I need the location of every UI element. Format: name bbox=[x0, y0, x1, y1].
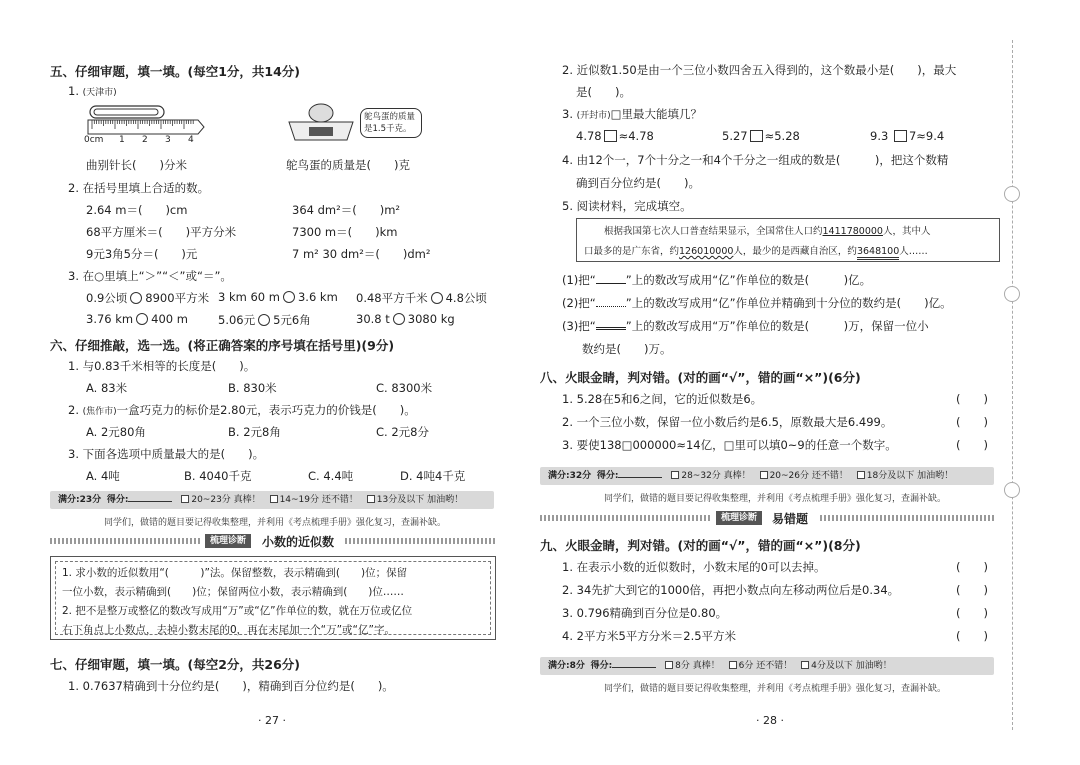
r-q2-line2: 是( )。 bbox=[576, 85, 631, 99]
r-q3: 3. (开封市)□里最大能填几？ bbox=[562, 107, 703, 121]
score-bar: 满分:8分 得分: 8分 真棒！ 6分 还不错！ 4分及以下 加油哟！ bbox=[540, 657, 994, 675]
q2-r3-a: 9元3角5分＝( )元 bbox=[86, 247, 198, 261]
judge-paren[interactable]: ( ) bbox=[956, 560, 988, 574]
judge-paren[interactable]: ( ) bbox=[956, 606, 988, 620]
q1-answer-b: 鸵鸟蛋的质量是( )克 bbox=[286, 158, 410, 172]
knowledge-line-3: 2. 把不是整万或整亿的数改写成用“万”或“亿”作单位的数，就在万位或亿位 bbox=[62, 605, 413, 617]
page-number: · 28 · bbox=[756, 714, 784, 727]
q2-r3-b: 7 m² 30 dm²＝( )dm² bbox=[292, 247, 431, 261]
section8-title: 八、火眼金睛，判对错。(对的画“√”，错的画“×”)(6分) bbox=[540, 370, 861, 385]
compare-4: 3.76 km 400 m bbox=[86, 312, 188, 326]
s6-q3: 3. 下面各选项中质量最大的是( )。 bbox=[68, 447, 265, 461]
r-sub3-line2: 数约是( )万。 bbox=[582, 342, 672, 356]
s7-q1: 1. 0.7637精确到十分位约是( )，精确到百分位约是( )。 bbox=[68, 679, 394, 693]
score-blank[interactable] bbox=[612, 658, 656, 668]
review-note: 同学们，做错的题目要记得收集整理，并利用《考点梳理手册》强化复习，查漏补缺。 bbox=[604, 684, 947, 694]
ruler-label-0: 0cm bbox=[84, 135, 104, 145]
scale-figure bbox=[283, 100, 359, 142]
s6-q1-opt-a[interactable]: A. 83米 bbox=[86, 381, 128, 395]
hatch-divider bbox=[820, 515, 994, 521]
judge-paren[interactable]: ( ) bbox=[956, 415, 988, 429]
binding-hole bbox=[1004, 482, 1020, 498]
r-q3-item-1: 4.78 ≈4.78 bbox=[576, 129, 654, 143]
ostrich-egg bbox=[309, 104, 333, 122]
reading-line-2: 口最多的是广东省，约126010000人，最少的是西藏自治区，约3648100人…… bbox=[584, 243, 928, 257]
q1-number: 1. (天津市) bbox=[68, 84, 117, 98]
binding-line bbox=[1012, 40, 1013, 730]
q2-r2-a: 68平方厘米＝( )平方分米 bbox=[86, 225, 237, 239]
scale-speech-bubble: 鸵鸟蛋的质量是1.5千克。 bbox=[360, 108, 422, 138]
review-note: 同学们，做错的题目要记得收集整理，并利用《考点梳理手册》强化复习，查漏补缺。 bbox=[604, 494, 947, 504]
compare-1: 0.9公顷 8900平方米 bbox=[86, 291, 210, 305]
knowledge-line-4: 右下角点上小数点，去掉小数末尾的0，再在末尾加一个“万”或“亿”字。 bbox=[62, 624, 395, 636]
ruler-label-3: 3 bbox=[165, 135, 171, 145]
page-number: · 27 · bbox=[258, 714, 286, 727]
compare-circle[interactable] bbox=[431, 292, 443, 304]
q2-r1-b: 364 dm²＝( )m² bbox=[292, 203, 401, 217]
r-q2-line1: 2. 近似数1.50是由一个三位小数四舍五入得到的，这个数最小是( )，最大 bbox=[562, 63, 957, 77]
s6-q2: 2. (焦作市)一盒巧克力的标价是2.80元，表示巧克力的价钱是( )。 bbox=[68, 403, 416, 417]
binding-hole bbox=[1004, 186, 1020, 202]
judge-paren[interactable]: ( ) bbox=[956, 583, 988, 597]
hatch-divider bbox=[540, 515, 710, 521]
s9-item-1: 1. 在表示小数的近似数时，小数末尾的0可以去掉。 bbox=[562, 560, 826, 574]
q3-text: 3. 在○里填上“＞”“＜”或“＝”。 bbox=[68, 269, 232, 283]
compare-circle[interactable] bbox=[393, 313, 405, 325]
ruler-label-1: 1 bbox=[119, 135, 125, 145]
fill-box[interactable] bbox=[750, 130, 763, 142]
score-bar: 满分:32分 得分: 28~32分 真棒！ 20~26分 还不错！ 18分及以下 加油哟！ bbox=[540, 467, 994, 485]
compare-circle[interactable] bbox=[130, 292, 142, 304]
s9-item-4: 4. 2平方米5平方分米＝2.5平方米 bbox=[562, 629, 737, 643]
s6-q3-opt-a[interactable]: A. 4吨 bbox=[86, 469, 120, 483]
s6-q1-opt-b[interactable]: B. 830米 bbox=[228, 381, 277, 395]
compare-2: 3 km 60 m 3.6 km bbox=[218, 290, 338, 304]
knowledge-line-2: 一位小数，表示精确到( )位；保留两位小数，表示精确到( )位…… bbox=[62, 586, 404, 598]
r-sub1: (1)把“ ”上的数改写成用“亿”作单位的数是( )亿。 bbox=[562, 273, 872, 287]
compare-6: 30.8 t 3080 kg bbox=[356, 312, 455, 326]
paper-clip bbox=[90, 106, 164, 118]
compare-3: 0.48平方千米 4.8公顷 bbox=[356, 291, 487, 305]
diagnosis-title: 小数的近似数 bbox=[262, 535, 335, 549]
ruler-label-4: 4 bbox=[188, 135, 194, 145]
compare-circle[interactable] bbox=[258, 314, 270, 326]
r-q4-line1: 4. 由12个一，7个十分之一和4个千分之一组成的数是( )，把这个数精 bbox=[562, 153, 949, 167]
s6-q3-opt-c[interactable]: C. 4.4吨 bbox=[308, 469, 354, 483]
r-q3-city: (开封市) bbox=[576, 111, 611, 121]
underlined-number-3: 3648100 bbox=[857, 246, 899, 260]
hatch-divider bbox=[50, 538, 200, 544]
r-q4-line2: 确到百分位约是( )。 bbox=[576, 176, 700, 190]
fill-box[interactable] bbox=[894, 130, 907, 142]
judge-paren[interactable]: ( ) bbox=[956, 438, 988, 452]
diagnosis-tag: 梳理诊断 bbox=[205, 534, 251, 548]
q2-r2-b: 7300 m＝( )km bbox=[292, 225, 398, 239]
score-blank[interactable] bbox=[618, 468, 662, 478]
s6-q3-opt-d[interactable]: D. 4吨4千克 bbox=[400, 469, 466, 483]
r-q5: 5. 阅读材料，完成填空。 bbox=[562, 199, 692, 213]
score-blank[interactable] bbox=[128, 492, 172, 502]
q2-r1-a: 2.64 m＝( )cm bbox=[86, 203, 188, 217]
s6-q3-opt-b[interactable]: B. 4040千克 bbox=[184, 469, 252, 483]
s8-item-3: 3. 要使138□000000≈14亿，□里可以填0~9的任意一个数字。 bbox=[562, 438, 897, 452]
s6-q2-opt-a[interactable]: A. 2元80角 bbox=[86, 425, 146, 439]
judge-paren[interactable]: ( ) bbox=[956, 392, 988, 406]
review-note: 同学们，做错的题目要记得收集整理，并利用《考点梳理手册》强化复习，查漏补缺。 bbox=[104, 518, 447, 528]
compare-5: 5.06元 5元6角 bbox=[218, 313, 311, 327]
s6-q2-city: (焦作市) bbox=[82, 407, 117, 417]
q1-answer-a: 曲别针长( )分米 bbox=[86, 158, 187, 172]
binding-hole bbox=[1004, 286, 1020, 302]
right-page bbox=[540, 0, 1080, 765]
section5-title: 五、仔细审题，填一填。(每空1分，共14分) bbox=[50, 64, 301, 79]
hatch-divider bbox=[345, 538, 495, 544]
underlined-number-2: 126010000 bbox=[679, 246, 734, 257]
underlined-number-1: 1411780000 bbox=[822, 226, 883, 237]
compare-circle[interactable] bbox=[136, 313, 148, 325]
score-bar: 满分:23分 得分: 20~23分 真棒！ 14~19分 还不错！ 13分及以下 加油哟！ bbox=[50, 491, 494, 509]
s8-item-2: 2. 一个三位小数，保留一位小数后约是6.5，原数最大是6.499。 bbox=[562, 415, 893, 429]
section6-title: 六、仔细推敲，选一选。(将正确答案的序号填在括号里)(9分) bbox=[50, 338, 395, 353]
judge-paren[interactable]: ( ) bbox=[956, 629, 988, 643]
s6-q2-opt-c[interactable]: C. 2元8分 bbox=[376, 425, 429, 439]
diagnosis-tag: 梳理诊断 bbox=[716, 511, 762, 525]
r-q3-item-2: 5.27 ≈5.28 bbox=[722, 129, 800, 143]
ruler-label-2: 2 bbox=[142, 135, 148, 145]
s6-q2-opt-b[interactable]: B. 2元8角 bbox=[228, 425, 281, 439]
compare-circle[interactable] bbox=[283, 291, 295, 303]
r-q3-item-3: 9.3 7≈9.4 bbox=[870, 129, 945, 143]
s6-q1: 1. 与0.83千米相等的长度是( )。 bbox=[68, 359, 256, 373]
reading-line-1: 根据我国第七次人口普查结果显示，全国常住人口约1411780000人，其中人 bbox=[604, 226, 931, 237]
section7-title: 七、仔细审题，填一填。(每空2分，共26分) bbox=[50, 657, 301, 672]
s6-q1-opt-c[interactable]: C. 8300米 bbox=[376, 381, 433, 395]
r-sub2: (2)把“ ”上的数改写成用“亿”作单位并精确到十分位的数约是( )亿。 bbox=[562, 296, 952, 310]
q2-text: 2. 在括号里填上合适的数。 bbox=[68, 181, 210, 195]
knowledge-line-1: 1. 求小数的近似数用“( )”法。保留整数，表示精确到( )位；保留 bbox=[62, 567, 408, 579]
section9-title: 九、火眼金睛，判对错。(对的画“√”，错的画“×”)(8分) bbox=[540, 538, 861, 553]
s9-item-2: 2. 34先扩大到它的1000倍，再把小数点向左移动两位后是0.34。 bbox=[562, 583, 900, 597]
diagnosis-title: 易错题 bbox=[772, 512, 809, 526]
r-sub3: (3)把“ ”上的数改写成用“万”作单位的数是( )万，保留一位小 bbox=[562, 319, 929, 333]
q1-city: (天津市) bbox=[82, 88, 117, 98]
s9-item-3: 3. 0.796精确到百分位是0.80。 bbox=[562, 606, 728, 620]
fill-box[interactable] bbox=[604, 130, 617, 142]
s8-item-1: 1. 5.28在5和6之间，它的近似数是6。 bbox=[562, 392, 763, 406]
